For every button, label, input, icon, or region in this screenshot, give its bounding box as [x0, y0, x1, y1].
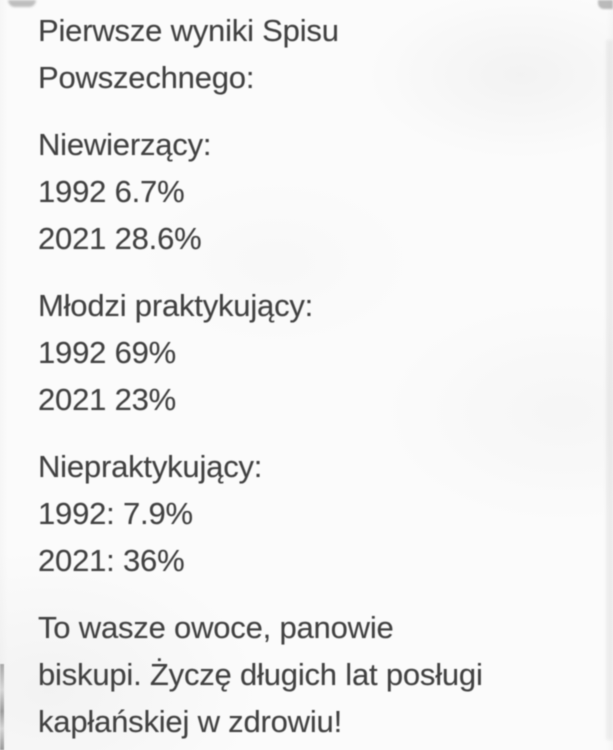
stat-value: 1992 69%: [38, 335, 177, 370]
stat-value: 1992: 7.9%: [38, 496, 193, 531]
stat-label: Niepraktykujący:: [38, 449, 263, 484]
stat-block-young-practicing: [38, 282, 595, 423]
stat-block-nonpracticing: [38, 443, 595, 584]
text-line: Pierwsze wyniki Spisu: [38, 13, 339, 48]
text-line: kapłańskiej w zdrowiu!: [38, 704, 343, 739]
stat-value: 2021 28.6%: [38, 221, 202, 256]
stat-value: 2021: 36%: [38, 543, 185, 578]
text-line: To wasze owoce, panowie: [38, 610, 394, 645]
stat-label: Niewierzący:: [38, 127, 212, 162]
text-line: biskupi. Życzę długich lat posługi: [38, 657, 483, 692]
stat-block-nonbelievers: [38, 121, 595, 262]
stat-value: 1992 6.7%: [38, 174, 185, 209]
stat-value: 2021 23%: [38, 382, 177, 417]
text-line: Powszechnego:: [38, 60, 255, 95]
post-closing-block: [38, 604, 595, 745]
stat-label: Młodzi praktykujący:: [38, 288, 314, 323]
post-title-block: [38, 7, 595, 101]
